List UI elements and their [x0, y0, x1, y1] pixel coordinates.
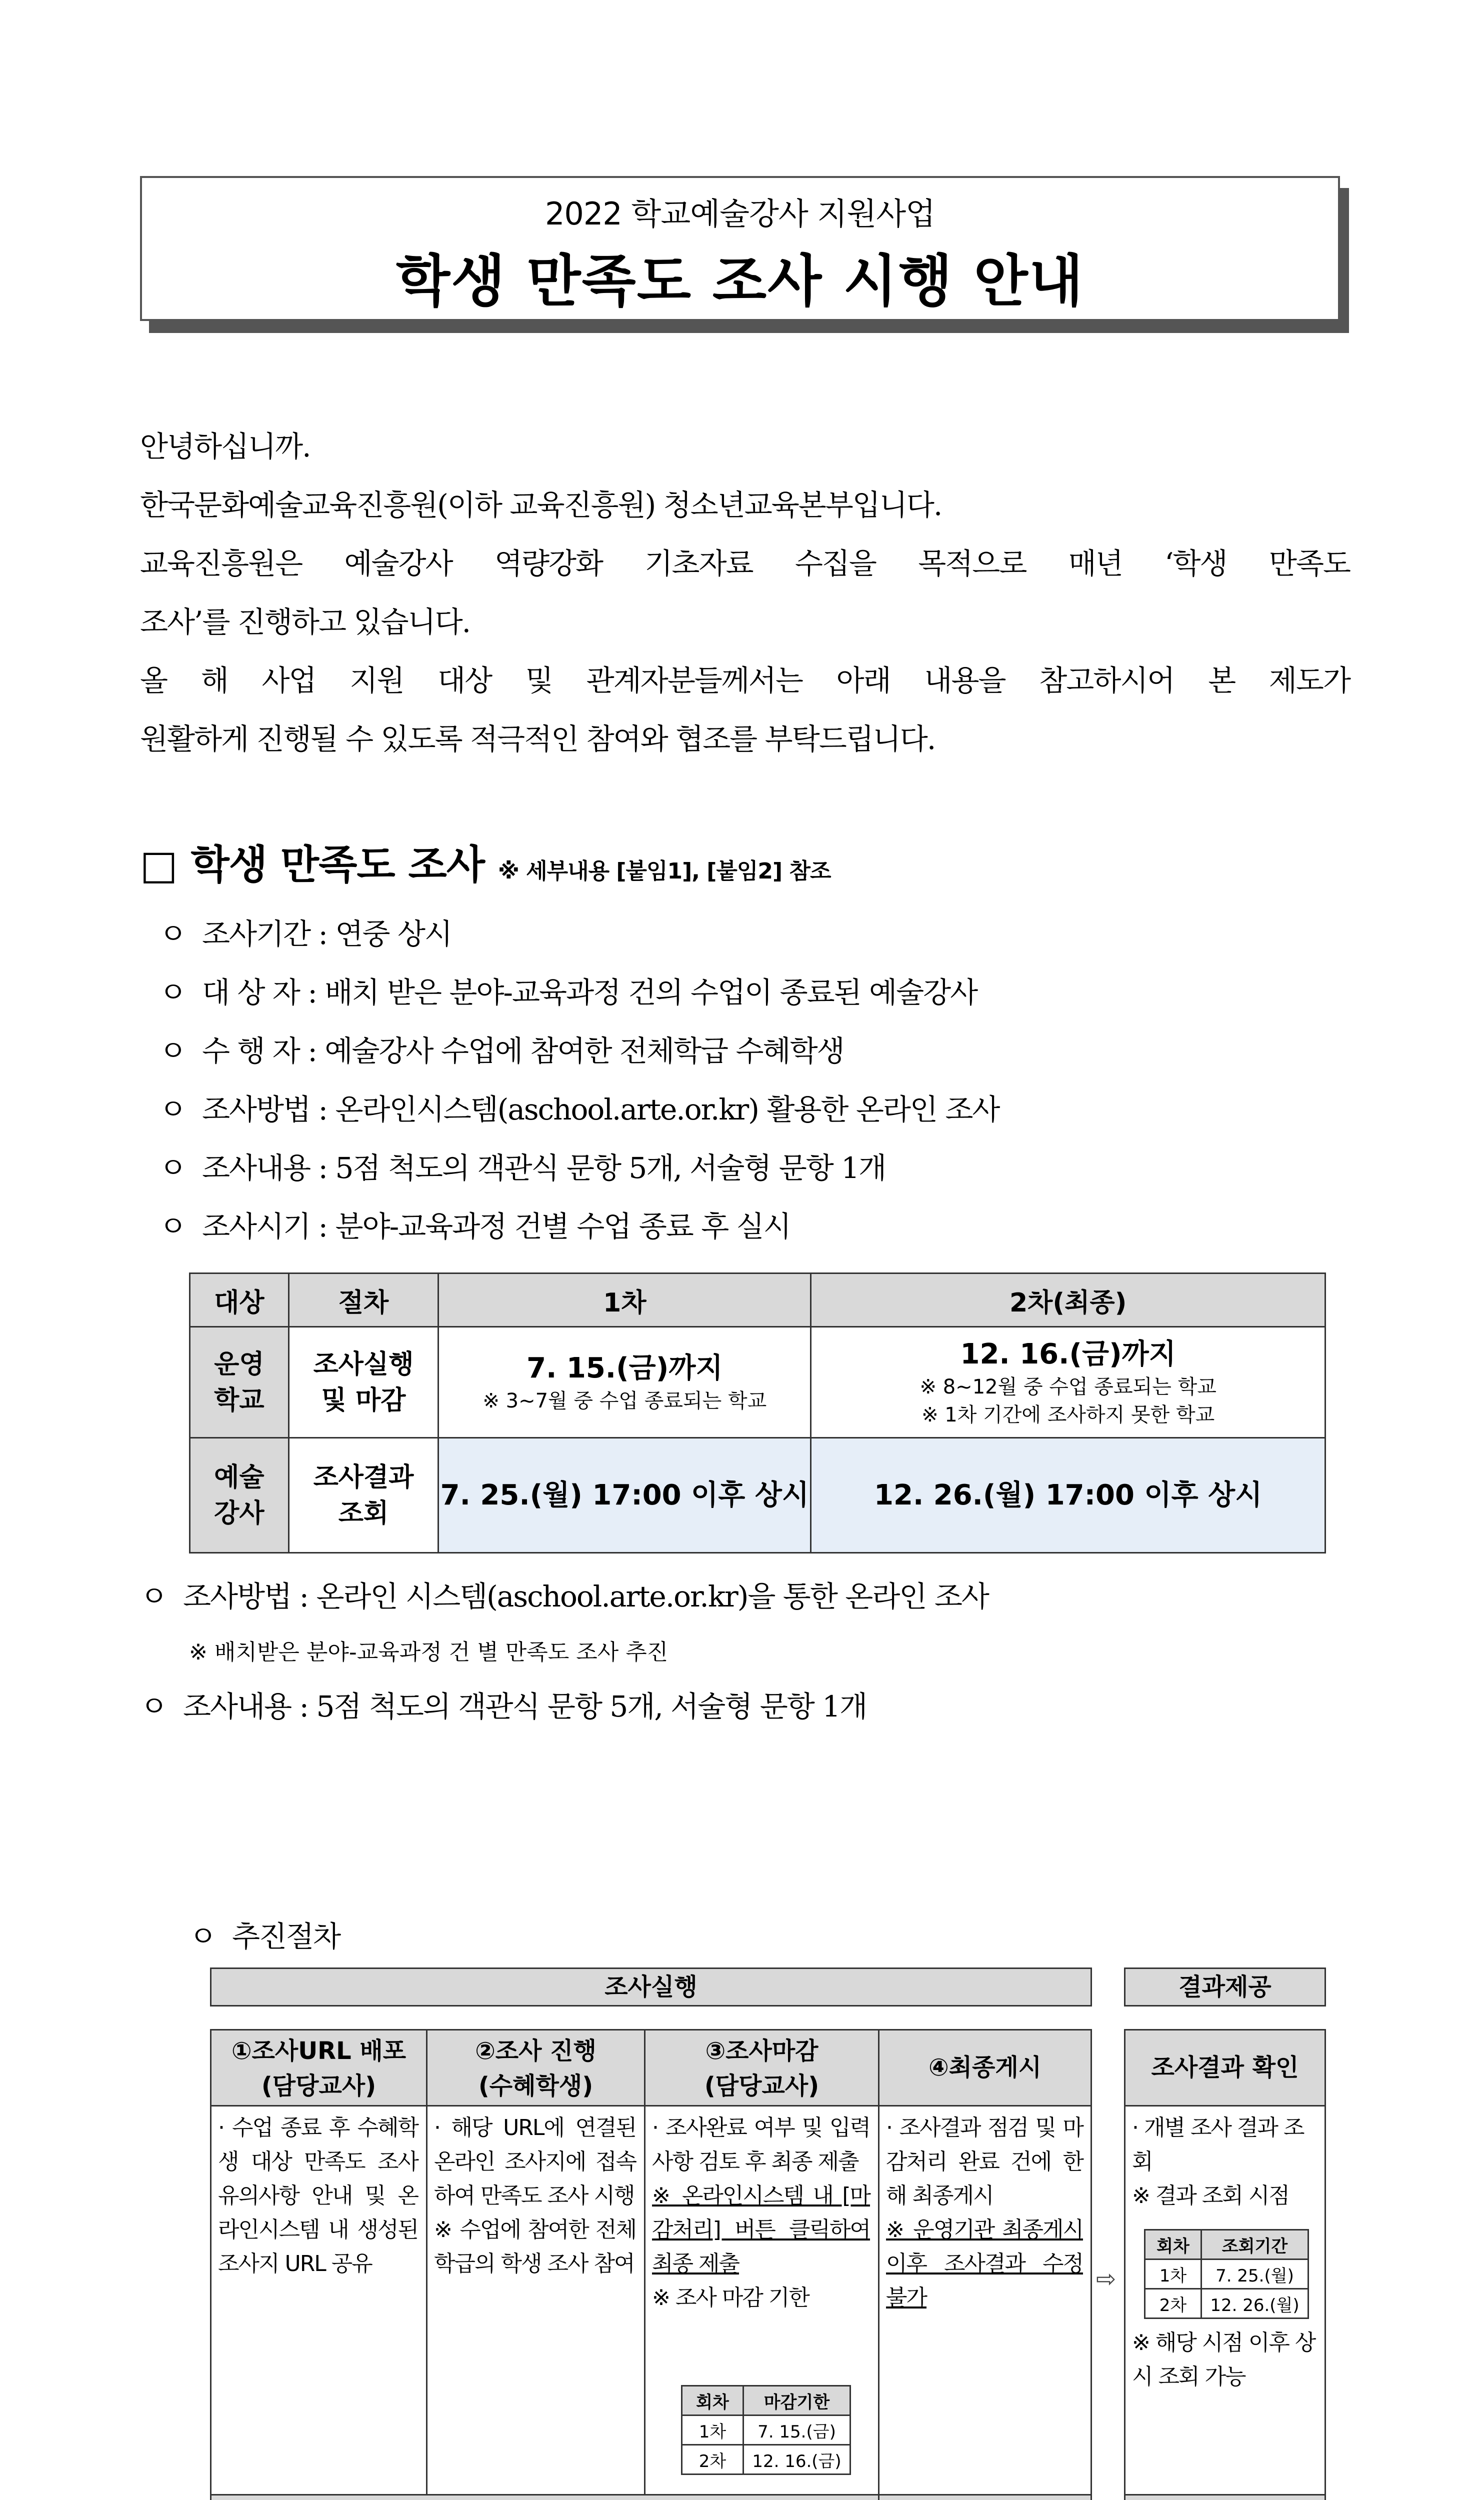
- intro-line: 원활하게 진행될 수 있도록 적극적인 참여와 협조를 부탁드립니다.: [140, 722, 936, 756]
- intro-line: 올 해 사업 지원 대상 및 관계자분들께서는 아래 내용을 참고하시어 본 제도가: [140, 664, 1350, 698]
- table-header-cell: 절차: [288, 1274, 438, 1327]
- intro-line: 안녕하십니까.: [140, 430, 310, 464]
- group-header-execution: 조사실행: [210, 1968, 1092, 2006]
- page-title: 학생 만족도 조사 시행 안내: [396, 249, 1084, 314]
- step-title-check-results: 조사결과 확인: [1126, 2030, 1324, 2106]
- step-text: ※ 해당 시점 이후 상시 조회 가능: [1132, 2330, 1316, 2390]
- section-note: ※ 세부내용 [붙임1], [붙임2] 참조: [498, 858, 831, 884]
- step-title-final-post: ④최종게시: [880, 2030, 1090, 2105]
- step-text: · 조사결과 점검 및 마감처리 완료 건에 한해 최종게시 ※ 운영기관 최종게시 이후 조사결과 수정 불가: [886, 2115, 1083, 2310]
- footer-label-agency: [880, 2496, 1090, 2500]
- method-bullet: ㅇ 조사방법 : 온라인 시스템(aschool.arte.or.kr)을 통한 온라인 조사: [140, 1568, 988, 1626]
- intro-line: 한국문화예술교육진흥원(이하 교육진흥원) 청소년교육본부입니다.: [140, 488, 942, 522]
- section-heading-survey: [140, 832, 830, 890]
- table-header-cell: 회차: [1145, 2230, 1202, 2260]
- title-subtitle: 2022 학교예술강사 지원사업: [544, 196, 936, 232]
- group-header-results: 결과제공: [1124, 1968, 1326, 2006]
- bullet-circle-icon: ㅇ: [159, 1151, 186, 1185]
- table-row: 1차 7. 25.(월): [1145, 2260, 1308, 2289]
- arrow-right-icon: ⇨: [1096, 2265, 1116, 2293]
- intro-line: 조사’를 진행하고 있습니다.: [140, 605, 470, 639]
- bullet-circle-icon: ㅇ: [159, 917, 186, 951]
- footer-label-school: [212, 2496, 878, 2500]
- title-box: [140, 176, 1340, 321]
- bullet-circle-icon: ㅇ: [140, 1690, 168, 1724]
- step-text: · 해당 URL에 연결된 온라인 조사지에 접속하여 만족도 조사 시행 ※ 수업에 참여한 전체 학급의 학생 조사 참여: [434, 2115, 636, 2276]
- intro-paragraph: [140, 418, 1350, 768]
- title-divider: [210, 2105, 1092, 2106]
- bullet-circle-icon: ㅇ: [159, 1092, 186, 1126]
- table-cell-step: 조사실행 및 마감: [288, 1327, 438, 1438]
- bullet-circle-icon: ㅇ: [189, 1920, 216, 1954]
- table-header-row: [190, 1274, 1326, 1327]
- table-header-cell: 2차(최종): [811, 1274, 1326, 1327]
- list-item: ㅇ 조사기간 : 연중 상시: [159, 905, 1359, 964]
- content-bullet: ㅇ 조사내용 : 5점 척도의 객관식 문항 5개, 서술형 문항 1개: [140, 1678, 866, 1736]
- view-period-mini-table: [1144, 2229, 1309, 2319]
- list-item: ㅇ 대 상 자 : 배치 받은 분야-교육과정 건의 수업이 종료된 예술강사: [159, 964, 1359, 1022]
- step-title-distribute-url: ①조사URL 배포 (담당교사): [212, 2030, 426, 2105]
- step-title-close-survey: ③조사마감 (담당교사): [646, 2030, 878, 2105]
- bullet-circle-icon: ㅇ: [159, 1210, 186, 1244]
- table-row: [190, 1438, 1326, 1553]
- list-item: ㅇ 수 행 자 : 예술강사 수업에 참여한 전체학급 수혜학생: [159, 1022, 1359, 1080]
- table-row: 1차 7. 15.(금): [682, 2416, 850, 2445]
- table-row: 2차 12. 16.(금): [682, 2445, 850, 2474]
- table-row: [190, 1327, 1326, 1438]
- procedure-label: ㅇ 추진절차: [189, 1908, 340, 1966]
- survey-bullet-list: [159, 905, 1359, 1256]
- list-item: ㅇ 조사방법 : 온라인시스템(aschool.arte.or.kr) 활용한 온라인 조사: [159, 1080, 1359, 1139]
- step-text: · 수업 종료 후 수혜학생 대상 만족도 조사 유의사항 안내 및 온라인시스템 내 생성된 조사지 URL 공유: [218, 2115, 418, 2276]
- step-text: · 조사완료 여부 및 입력사항 검토 후 최종 제출 ※ 온라인시스템 내 [마감처리] 버튼 클릭하여 최종 제출 ※ 조사 마감 기한: [652, 2115, 870, 2310]
- table-header-cell: 조회기간: [1202, 2230, 1308, 2260]
- bullet-circle-icon: ㅇ: [159, 1034, 186, 1068]
- schedule-table: [189, 1272, 1326, 1554]
- table-cell-first: 7. 15.(금)까지 ※ 3~7월 중 수업 종료되는 학교: [438, 1327, 811, 1438]
- table-cell-first: 7. 25.(월) 17:00 이후 상시: [438, 1438, 811, 1553]
- table-row: 2차 12. 26.(월): [1145, 2289, 1308, 2318]
- step-title-conduct-survey: ②조사 진행 (수혜학생): [428, 2030, 644, 2105]
- list-item: ㅇ 조사내용 : 5점 척도의 객관식 문항 5개, 서술형 문항 1개: [159, 1139, 1359, 1198]
- table-cell-target: 예술 강사: [190, 1438, 289, 1553]
- table-header-cell: 1차: [438, 1274, 811, 1327]
- bullet-circle-icon: ㅇ: [159, 976, 186, 1010]
- method-note: ※ 배치받은 분야-교육과정 건 별 만족도 조사 추진: [189, 1640, 668, 1665]
- footer-label-instructor: [1126, 2496, 1324, 2500]
- step-text: · 개별 조사 결과 조회 ※ 결과 조회 시점: [1132, 2115, 1304, 2208]
- list-item: ㅇ 조사시기 : 분야-교육과정 건별 수업 종료 후 실시: [159, 1198, 1359, 1256]
- section-title: 학생 만족도 조사: [190, 842, 485, 888]
- table-cell-second: 12. 26.(월) 17:00 이후 상시: [811, 1438, 1326, 1553]
- table-header-cell: 대상: [190, 1274, 289, 1327]
- table-cell-second: 12. 16.(금)까지 ※ 8~12월 중 수업 종료되는 학교 ※ 1차 기간에 조사하지 못한 학교: [811, 1327, 1326, 1438]
- table-header-cell: 마감기한: [744, 2386, 850, 2416]
- checkbox-square-icon: □: [140, 842, 178, 888]
- table-cell-step: 조사결과 조회: [288, 1438, 438, 1553]
- deadline-mini-table: [681, 2385, 851, 2475]
- bullet-circle-icon: ㅇ: [140, 1580, 168, 1614]
- table-cell-target: 운영 학교: [190, 1327, 289, 1438]
- intro-line: 교육진흥원은 예술강사 역량강화 기초자료 수집을 목적으로 매년 ‘학생 만족도: [140, 546, 1350, 580]
- table-header-cell: 회차: [682, 2386, 744, 2416]
